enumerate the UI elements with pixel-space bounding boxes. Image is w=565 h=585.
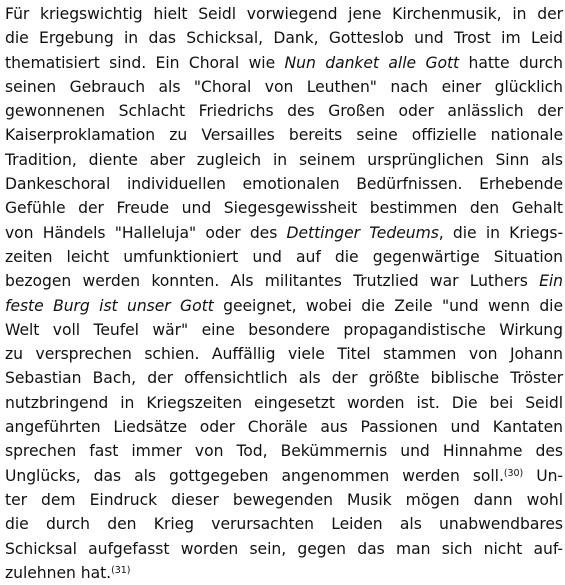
text-run: thematisiert sind. Ein Choral wie <box>5 53 285 72</box>
text-run: von Händels "Halleluja" oder des <box>5 223 287 242</box>
text-run: die Ergebung in das Schicksal, Dank, Gotteslob und Trost im Leid <box>5 29 563 48</box>
text-run: Kaiserproklamation zu Versailles bereits seine offizielle nationale <box>5 126 563 145</box>
text-run: Schicksal aufgefasst worden sein, gegen das man sich nicht auf- <box>5 539 563 558</box>
text-run: nutzbringend in Kriegszeiten eingesetzt worden ist. Die bei Seidl <box>5 393 563 412</box>
text-run: zeiten leicht umfunktioniert und auf die gegenwärtige Situation <box>5 247 563 266</box>
footnote-reference: (30) <box>503 467 524 479</box>
text-line <box>5 318 563 342</box>
text-line <box>5 123 563 147</box>
text-run: sprechen fast immer von Tod, Bekümmernis und Hinnahme des <box>5 442 563 461</box>
text-run: Sebastian Bach, der offensichtlich als der größte biblische Tröster <box>5 369 563 388</box>
text-line <box>5 172 563 196</box>
text-line <box>5 196 563 220</box>
text-run: , die in Kriegs- <box>438 223 564 242</box>
text-run: Welt voll Teufel wär" eine besondere propagandistische Wirkung <box>5 320 563 339</box>
text-run: hatte durch <box>459 53 564 72</box>
text-run: Gefühle der Freude und Siegesgewissheit bestimmen den Gehalt <box>5 199 563 218</box>
text-line <box>5 512 563 536</box>
text-run: bezogen werden konnten. Als militantes Trutzlied war Luthers <box>5 272 540 291</box>
text-run: Un- <box>523 466 563 485</box>
text-run: gewonnenen Schlacht Friedrichs des Großen oder anlässlich der <box>5 102 563 121</box>
text-run: Für kriegswichtig hielt Seidl vorwiegend jene Kirchenmusik, in der <box>5 5 563 23</box>
text-run: angeführten Liedsätze oder Choräle aus Passionen und Kantaten <box>5 418 563 437</box>
text-run: zulehnen hat. <box>5 563 112 582</box>
text-line <box>5 221 563 245</box>
text-run: Tradition, diente aber zugleich in seinem ursprünglichen Sinn als <box>5 150 563 169</box>
italic-title: feste Burg ist unser Gott <box>5 296 214 315</box>
text-run: ter dem Eindruck dieser bewegenden Musik mögen dann wohl <box>5 490 563 509</box>
text-line <box>5 537 563 561</box>
text-line <box>5 488 563 512</box>
text-line <box>5 75 563 99</box>
text-line <box>5 148 563 172</box>
text-line <box>5 439 563 463</box>
text-line <box>5 2 563 26</box>
text-line <box>5 342 563 366</box>
footnote-reference: (31) <box>111 564 131 576</box>
text-run: seinen Gebrauch als "Choral von Leuthen" nach einer glücklich <box>5 77 563 96</box>
italic-title: Nun danket alle Gott <box>284 53 460 72</box>
text-run: zu versprechen schien. Auffällig viele Titel stammen von Johann <box>5 345 563 364</box>
text-run: Unglücks, das als gottgegeben angenommen werden soll. <box>5 466 504 485</box>
italic-title: Ein <box>539 272 563 291</box>
text-line <box>5 99 563 123</box>
text-line <box>5 464 563 488</box>
body-paragraph <box>5 2 563 585</box>
italic-title: Dettinger Tedeums <box>286 223 439 242</box>
text-line <box>5 245 563 269</box>
text-line <box>5 26 563 50</box>
text-line <box>5 391 563 415</box>
text-line <box>5 51 563 75</box>
text-line <box>5 561 563 585</box>
text-run: geeignet, wobei die Zeile "und wenn die <box>213 296 564 315</box>
text-run: Dankeschoral individuellen emotionalen Bedürfnissen. Erhebende <box>5 175 563 194</box>
text-line <box>5 366 563 390</box>
text-line <box>5 294 563 318</box>
text-line <box>5 269 563 293</box>
text-run: die durch den Krieg verursachten Leiden als unabwendbares <box>5 515 563 534</box>
text-line <box>5 415 563 439</box>
